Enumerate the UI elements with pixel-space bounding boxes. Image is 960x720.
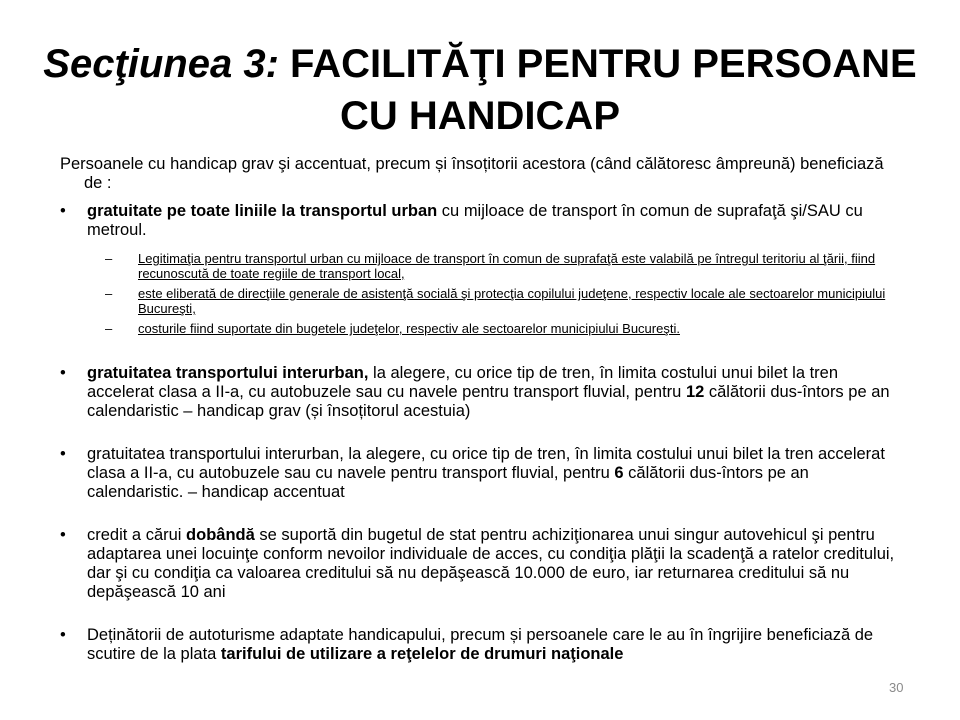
intro-paragraph: Persoanele cu handicap grav şi accentuat, precum și însoțitorii acestora (când călătoresc âmpreună) beneficiază de : <box>60 155 884 192</box>
title-heading: FACILITĂŢI PENTRU PERSOANE CU HANDICAP <box>278 42 917 138</box>
bullet-text: călătorii dus-întors pe an calendaristic – handicap grav (și însoțitorul acestuia) <box>87 383 890 420</box>
sub-item-costuri <box>60 321 905 336</box>
bullet-text: călătorii dus-întors pe an calendaristic. – handicap accentuat <box>87 464 809 501</box>
sub-item-text: costurile fiind suportate din bugetele judeţelor, respectiv ale sectoarelor municipiului Bucureşti. <box>138 321 680 336</box>
bullet-icon: • <box>60 626 66 644</box>
sub-item-legitimatie <box>60 251 905 281</box>
bullet-bold-text: tarifului de utilizare a reţelelor de drumuri naţionale <box>220 645 624 663</box>
bullet-bold-text: dobândă <box>186 526 255 544</box>
bullet-item-credit <box>60 526 905 602</box>
dash-icon: – <box>105 251 113 266</box>
bullet-item-urban-transport <box>60 202 905 240</box>
bullet-text: cu mijloace de transport în comun de suprafaţă şi/SAU cu metroul. <box>87 202 863 239</box>
bullet-icon: • <box>60 364 66 382</box>
bullet-text: se suportă din bugetul de stat pentru achiziţionarea unui singur autovehicul şi pentru adaptarea unei locuinţe conform nevoilor individuale de acces, cu condiţia plăţii la scadenţă a ratelor creditului, dar şi cu condiţia ca valoarea creditului să nu depăşească 10.000 de euro, iar returnarea creditului să nu depăşească 10 ani <box>87 526 895 601</box>
sub-item-text: Legitimaţia pentru transportul urban cu mijloace de transport în comun de suprafaţă este valabilă pe întregul teritoriu al ţării, fiind recunoscută de toate regiile de transport local, <box>138 251 876 281</box>
title-section-label: Secţiunea 3: <box>43 42 279 86</box>
slide-title <box>40 38 920 142</box>
page-number: 30 <box>889 680 904 695</box>
slide-body <box>60 155 905 664</box>
bullet-text: la alegere, cu orice tip de tren, în limita costului unui bilet la tren accelerat clasa a II-a, cu autobuzele sau cu navele pentru transport fluvial, pentru <box>87 364 839 401</box>
bullet-text: Deținătorii de autoturisme adaptate handicapului, precum și persoanele care le au în îngrijire beneficiază de scutire de la plata <box>87 626 874 663</box>
trip-count: 6 <box>614 464 624 482</box>
trip-count: 12 <box>685 383 705 401</box>
dash-icon: – <box>105 286 113 301</box>
bullet-bold-text: gratuitatea transportului interurban, <box>87 364 369 382</box>
bullet-item-rovinieta <box>60 626 905 664</box>
bullet-item-interurban-accentuat <box>60 445 905 502</box>
bullet-icon: • <box>60 202 66 220</box>
sub-item-eliberata <box>60 286 905 316</box>
bullet-item-interurban-grav <box>60 364 905 421</box>
dash-icon: – <box>105 321 113 336</box>
bullet-bold-text: gratuitate pe toate liniile la transportul urban <box>87 202 438 220</box>
bullet-text: gratuitatea transportului interurban, la alegere, cu orice tip de tren, în limita costului unui bilet la tren accelerat clasa a II-a, cu autobuzele sau cu navele pentru transport fluvial, pentru <box>87 445 885 482</box>
bullet-icon: • <box>60 526 66 544</box>
sub-item-text: este eliberată de direcţiile generale de asistenţă socială şi protecţia copilului judeţene, respectiv locale ale sectoarelor municipiului Bucureşti, <box>138 286 886 316</box>
bullet-text: credit a cărui <box>87 526 187 544</box>
bullet-icon: • <box>60 445 66 463</box>
